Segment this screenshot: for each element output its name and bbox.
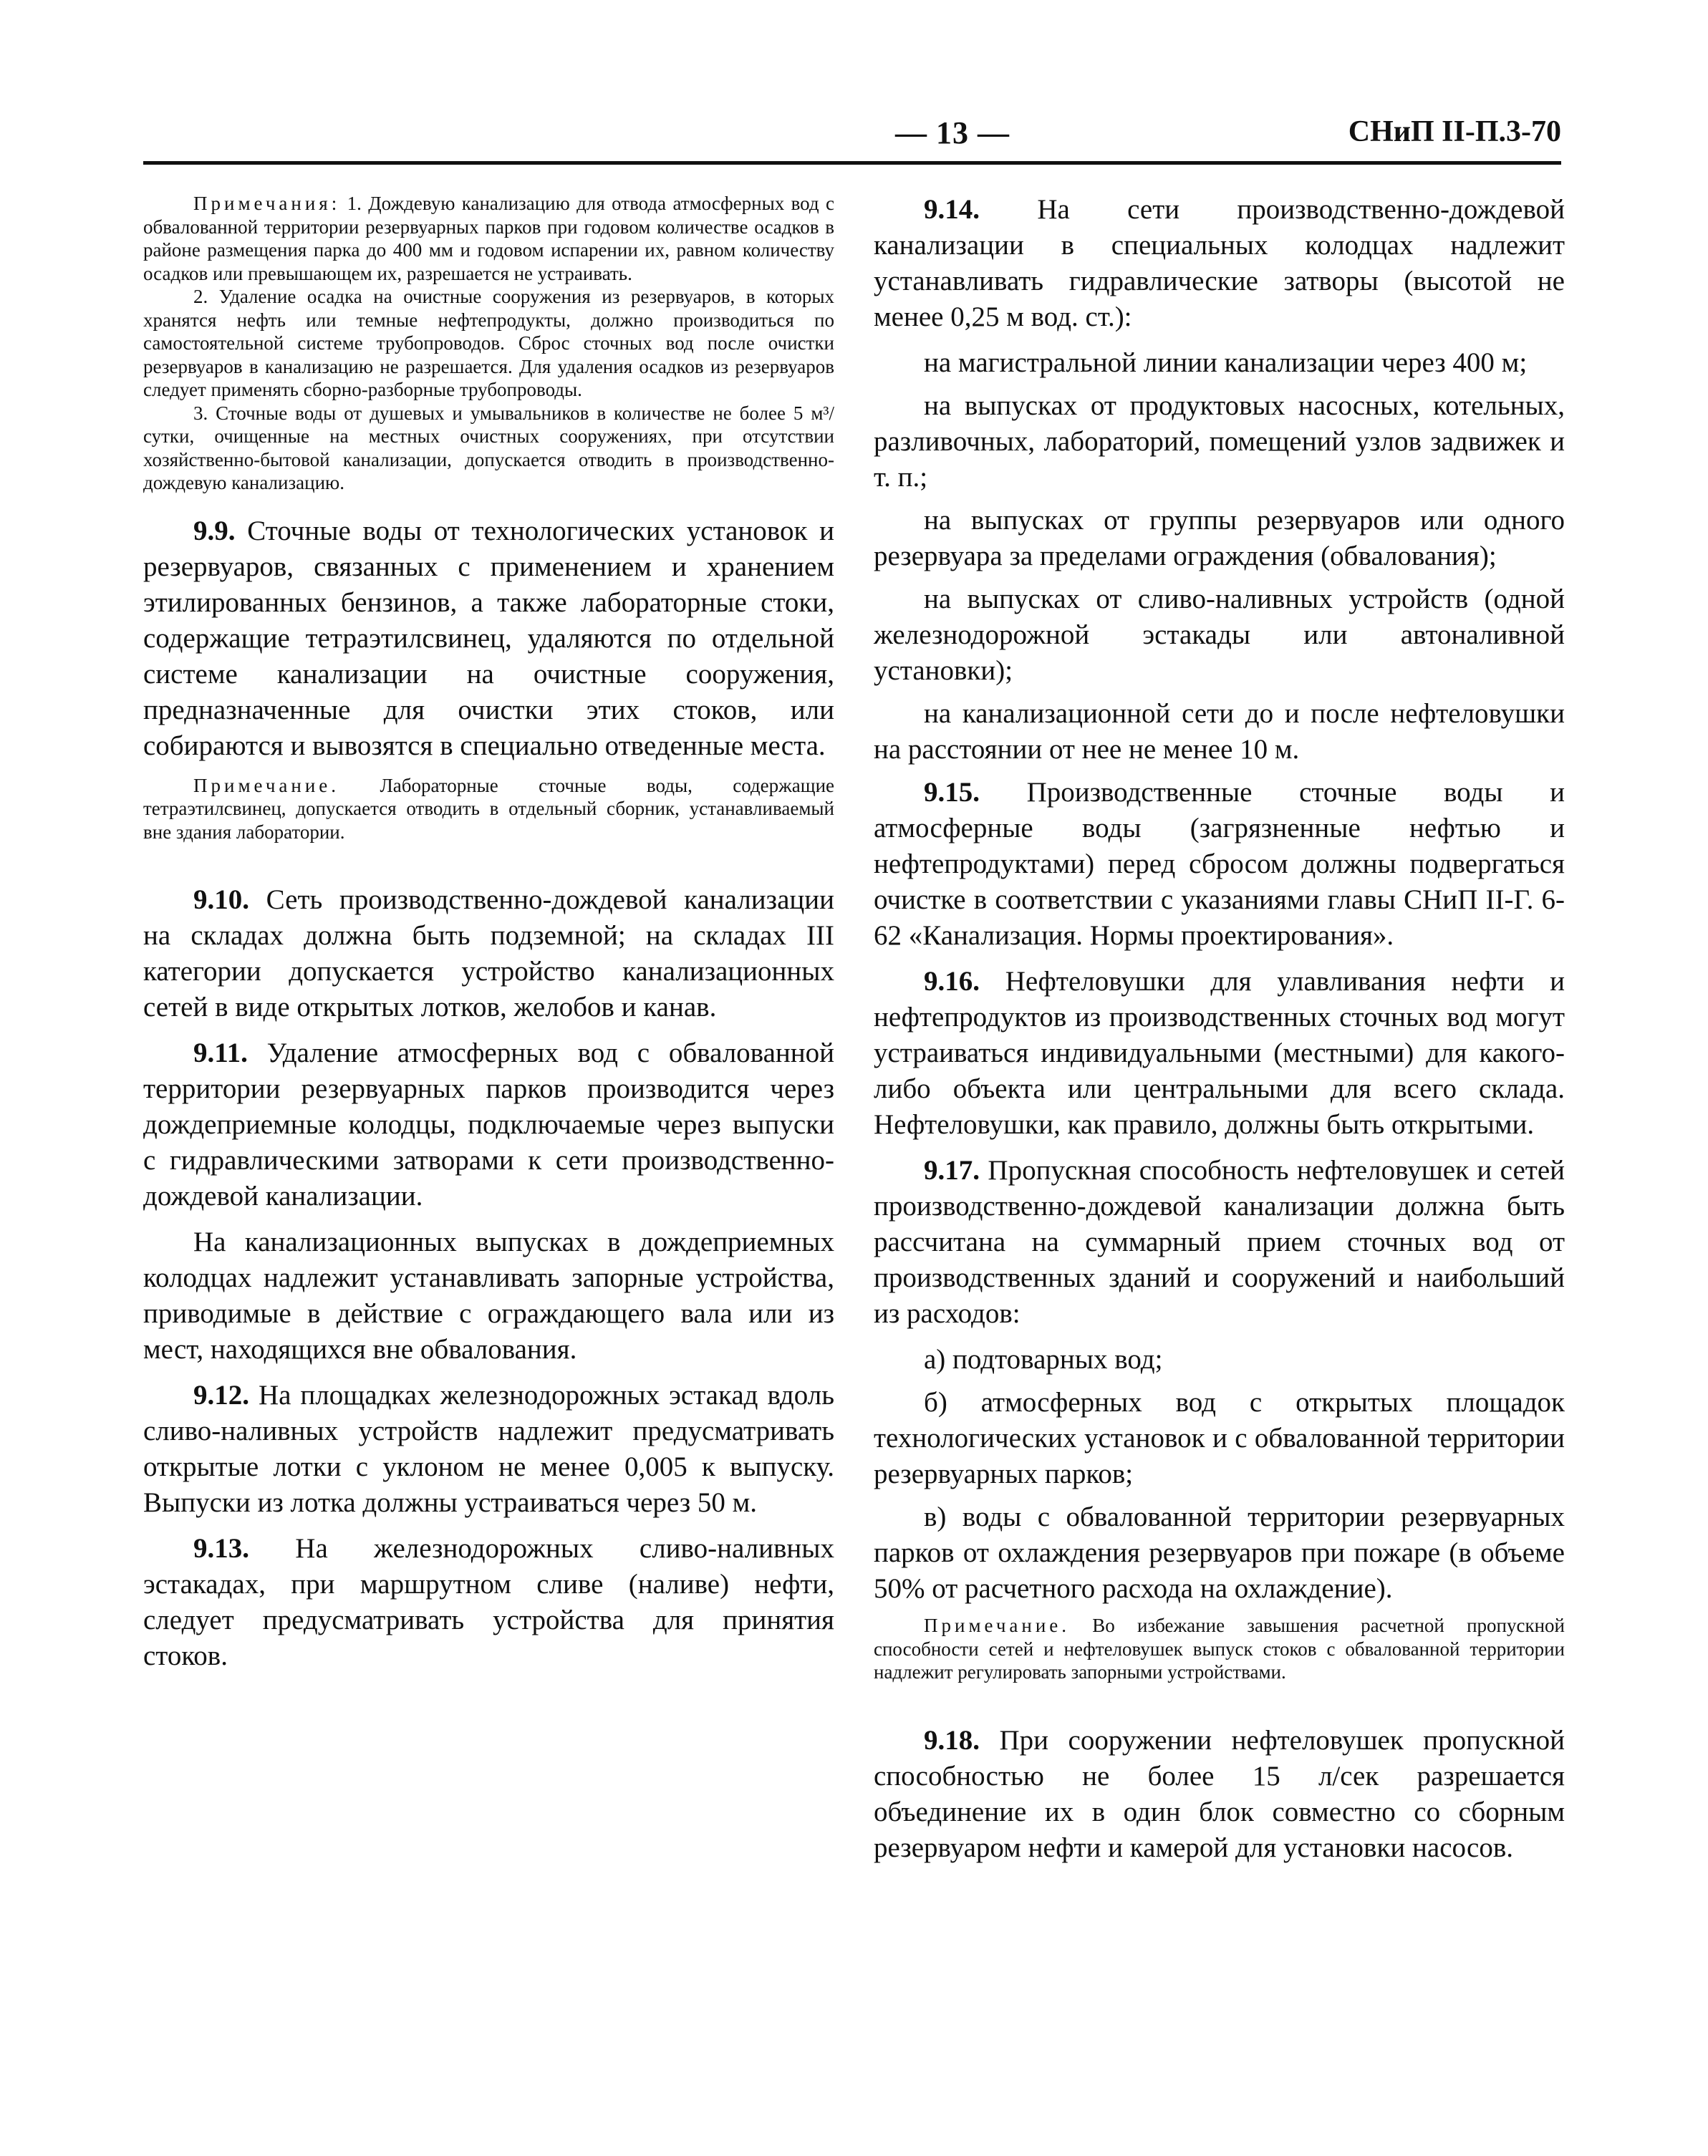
clause-text: Нефтеловушки для улавливания нефти и нефтепродуктов из производственных сточных вод могут устраиваться индивидуальными (местными) для какого-либо объекта или центральными для всего склада. Нефтеловушки, как правило, должны быть открытыми. (874, 966, 1565, 1140)
clause-number: 9.13. (193, 1533, 249, 1564)
clause-number: 9.12. (193, 1380, 249, 1411)
paragraph (874, 775, 1565, 954)
paragraph (143, 1378, 834, 1521)
paragraph (143, 1531, 834, 1674)
list-item: на выпусках от продуктовых насосных, котельных, разливочных, лабораторий, помещений узлов задвижек и т. п.; (874, 390, 1565, 493)
clause-text: На сети производственно-дождевой канализации в специальных колодцах надлежит устанавливать гидравлические затворы (высотой не менее 0,25 м вод. ст.): (874, 194, 1565, 332)
paragraph (874, 192, 1565, 335)
right-column (874, 192, 1565, 1876)
clause-text: На железнодорожных сливо-наливных эстакадах, при маршрутном сливе (наливе) нефти, следует предусматривать устройства для принятия стоков. (143, 1533, 835, 1671)
clause-text: При сооружении нефтеловушек пропускной способностью не более 15 л/сек разрешается объединение их в один блок совместно со сборным резервуаром нефти и камерой для установки насосов. (874, 1724, 1565, 1863)
clause-text: Сточные воды от технологических установок и резервуаров, связанных с применением и хранением этилированных бензинов, а также лабораторные стоки, содержащие тетраэтилсвинец, удаляются по отдельной системе канализации на очистные сооружения, предназначенные для очистки этих стоков, или собираются и вывозятся в специально отведенные места. (143, 515, 834, 761)
clause-text: Сеть производственно-дождевой канализации на складах должна быть подземной; на складах III категории допускается устройство канализационных сетей в виде открытых лотков, желобов и канав. (143, 884, 834, 1023)
spacer (143, 862, 834, 882)
spacer (874, 1703, 1565, 1723)
notes-label: Примечания: (193, 193, 341, 214)
note-label: Примечание. (193, 774, 340, 796)
left-column (143, 192, 834, 1684)
clause-text: Производственные сточные воды и атмосферные воды (загрязненные нефтью и нефтепродуктами) перед сбросом должны подвергаться очистке в соответствии с указаниями главы СНиП II-Г. 6-62 «Канализация. Нормы проектирования». (874, 777, 1565, 951)
list-item: на выпусках от группы резервуаров или одного резервуара за пределами ограждения (обвалования); (874, 505, 1565, 571)
list-item: б) атмосферных вод с открытых площадок технологических установок и с обвалованной территории резервуарных парков; (874, 1387, 1565, 1489)
page-number: — 13 — (895, 115, 1010, 150)
clause-number: 9.11. (193, 1038, 248, 1068)
note-item: 3. Сточные воды от душевых и умывальников в количестве не более 5 м³/сутки, очищенные на местных очистных сооружениях, при отсутствии хозяйственно-бытовой канализации, допускается отводить в производственно-дождевую канализацию. (143, 402, 834, 493)
clause-text: На площадках железнодорожных эстакад вдоль сливо-наливных устройств надлежит предусматривать открытые лотки с уклоном не менее 0,005 к выпуску. Выпуски из лотка должны устраиваться через 50 м. (143, 1380, 834, 1518)
note-item (143, 774, 834, 844)
note-item: 2. Удаление осадка на очистные сооружения из резервуаров, в которых хранятся нефть или темные нефтепродукты, должно производиться по самостоятельной системе трубопроводов. Сброс сточных вод после очистки резервуаров в канализацию не разрешается. Для удаления осадков из резервуаров следует применять сборно-разборные трубопроводы. (143, 286, 834, 400)
note-item (143, 192, 834, 285)
clause-number: 9.9. (193, 515, 236, 546)
clause-number: 9.10. (193, 884, 249, 915)
notes-block (143, 192, 834, 495)
clause-number: 9.18. (924, 1724, 980, 1756)
section-9-14 (874, 192, 1565, 1607)
section-9-18 (874, 1723, 1565, 1866)
header-rule (143, 161, 1561, 165)
paragraph (143, 882, 834, 1025)
sections-9-10-9-13 (143, 882, 834, 1674)
page-header (143, 115, 1561, 165)
paragraph (874, 1153, 1565, 1332)
paragraph (874, 1723, 1565, 1866)
paragraph (143, 513, 834, 764)
note-text: Лабораторные сточные воды, содержащие тетраэтилсвинец, допускается отводить в отдельный сборник, устанавливаемый вне здания лаборатории. (143, 774, 835, 843)
note-text: Во избежание завышения расчетной пропускной способности сетей и нефтеловушек выпуск стоков с обвалованной территории надлежит регулировать запорными устройствами. (874, 1615, 1565, 1683)
list-item: а) подтоварных вод; (924, 1344, 1163, 1375)
clause-number: 9.15. (924, 777, 980, 808)
document-code: СНиП II-П.3-70 (1348, 115, 1561, 148)
list-item: на канализационной сети до и после нефтеловушки на расстоянии от нее не менее 10 м. (874, 698, 1565, 765)
clause-text: Пропускная способность нефтеловушек и сетей производственно-дождевой канализации должна быть рассчитана на суммарный прием сточных вод от производственных зданий и сооружений и наибольший из расходов: (874, 1155, 1565, 1329)
note-label: Примечание. (924, 1615, 1071, 1636)
list-item: на выпусках от сливо-наливных устройств (одной железнодорожной эстакады или автоналивной установки); (874, 584, 1565, 686)
note-text: 1. Дождевую канализацию для отвода атмосферных вод с обвалованной территории резервуарных парков при годовом количестве осадков в районе размещения парка до 400 мм и годовом испарении их, равном количеству осадков или превышающем их, разрешается не устраивать. (143, 193, 835, 284)
paragraph (874, 964, 1565, 1143)
note-item (874, 1614, 1565, 1684)
section-9-9 (143, 513, 834, 764)
clause-number: 9.16. (924, 966, 980, 997)
note-9-9 (143, 774, 834, 844)
list-item: на магистральной линии канализации через 400 м; (924, 347, 1528, 378)
clause-number: 9.17. (924, 1155, 980, 1186)
clause-number: 9.14. (924, 194, 980, 225)
note-9-17 (874, 1614, 1565, 1684)
clause-text: Удаление атмосферных вод с обвалованной территории резервуарных парков производится через дождеприемные колодцы, подключаемые через выпуски с гидравлическими затворами к сети производственно-дождевой канализации. (143, 1038, 835, 1212)
list-item: в) воды с обвалованной территории резервуарных парков от охлаждения резервуаров при пожаре (в объеме 50% от расчетного расхода на охлаждение). (874, 1502, 1565, 1604)
paragraph: На канализационных выпусках в дождеприемных колодцах надлежит устанавливать запорные устройства, приводимые в действие с ограждающего вала или из мест, находящихся вне обвалования. (143, 1227, 834, 1365)
paragraph (143, 1035, 834, 1214)
